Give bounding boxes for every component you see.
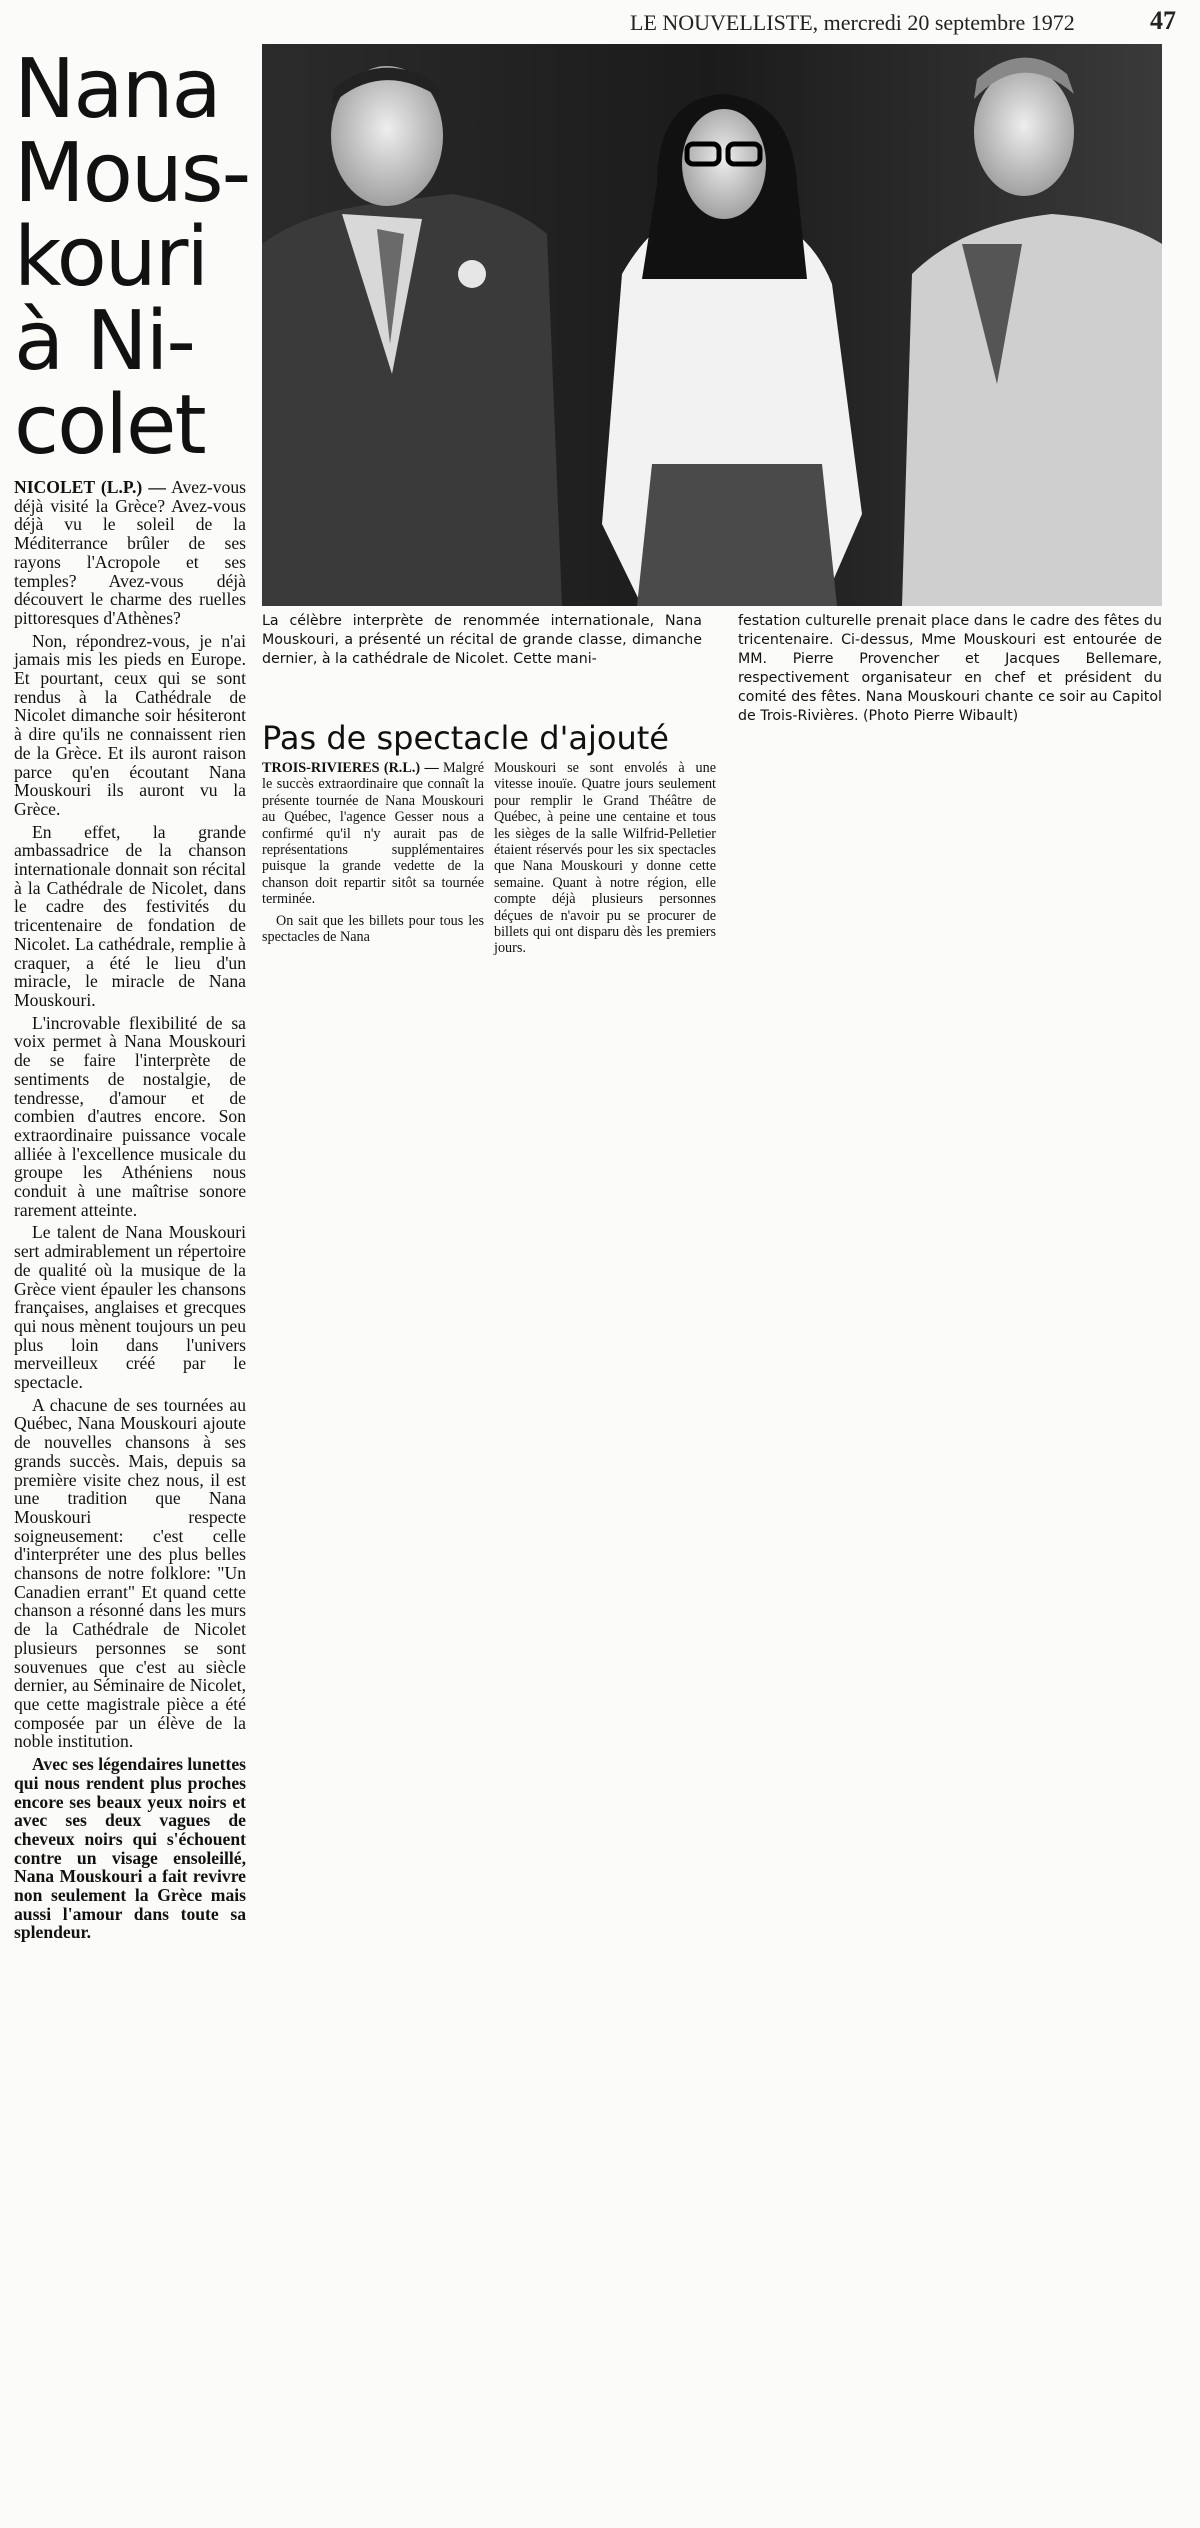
article-paragraph: TROIS-RIVIERES (R.L.) — Malgré le succès extraordinaire que connaît la présente tournée de Nana Mouskouri au Québec, l'agence Gesser nous a confirmé qu'il n'y aurait pas de représentations supplémentaires puisque la grande vedette de la chanson doit repartir sitôt sa tournée terminée. — [262, 760, 485, 908]
article-paragraph: L'incrovable flexibilité de sa voix permet à Nana Mouskouri de se faire l'interprète de sentiments de nostalgie, de tendresse, d'amour et de combien d'autres encore. Son extraordinaire puissance vocale alliée à l'excellence musicale du groupe les Athéniens nous conduit à une maîtrise sonore rarement atteinte. — [14, 1012, 246, 1220]
halftone-photo-icon — [262, 44, 1162, 606]
photo-illustration — [262, 44, 1162, 606]
article-paragraph: Mouskouri se sont envolés à une vitesse inouïe. Quatre jours seulement pour remplir le Grand Théâtre de Québec, à peine une centaine et tous les sièges de la salle Wilfrid-Pelletier étaient réservés pour les six spectacles que Nana Mouskouri y donne cette semaine. Quant à notre région, elle compte déjà plusieurs personnes déçues de n'avoir pu se procurer de billets qui ont disparu dès les premiers jours. — [494, 760, 716, 957]
second-headline: Pas de spectacle d'ajouté — [262, 719, 669, 757]
article-paragraph: Non, répondrez-vous, je n'ai jamais mis les pieds en Europe. Et pourtant, ceux qui se sont rendus à la Cathédrale de Nicolet dimanche soir hésiteront à dire qu'ils ne connaissent rien de la Grèce. Et ils auront raison parce qu'en écoutant Nana Mouskouri ils auront vu la Grèce. — [14, 630, 246, 819]
article-paragraph: Le talent de Nana Mouskouri sert admirablement un répertoire de qualité où la musique de la Grèce vient épauler les chansons françaises, anglaises et grecques qui nous mènent toujours un peu plus loin dans l'univers merveilleux créé par le spectacle. — [14, 1222, 246, 1393]
article-paragraph: On sait que les billets pour tous les spectacles de Nana — [262, 912, 484, 946]
headline-line: Nana — [14, 42, 220, 137]
photo-caption-part1: La célèbre interprète de renommée internationale, Nana Mouskouri, a présenté un récital de grande classe, dimanche dernier, à la cathédrale de Nicolet. Cette mani- — [262, 613, 702, 667]
second-article-col2 — [494, 760, 716, 962]
main-article-body — [14, 478, 246, 1946]
article-paragraph: NICOLET (L.P.) — Avez-vous déjà visité la Grèce? Avez-vous déjà vu le soleil de la Méditerrance brûler de ses rayons l'Acropole et ses temples? Avez-vous déjà découvert le charme des ruelles pittoresques d'Athènes? — [14, 477, 246, 628]
article-paragraph: A chacune de ses tournées au Québec, Nana Mouskouri ajoute de nouvelles chansons à ses grands succès. Mais, depuis sa première visite chez nous, il est une tradition que Nana Mouskouri respecte soigneusement: c'est celle d'interpréter une des plus belles chansons de notre folklore: "Un Canadien errant" Et quand cette chanson a résonné dans les murs de la Cathédrale de Nicolet plusieurs personnes se sont souvenues que c'est au siècle dernier, au Séminaire de Nicolet, que cette magistrale pièce a été composée par un élève de la noble institution. — [14, 1394, 246, 1752]
headline-line: à Ni- — [14, 294, 195, 389]
dateline: TROIS-RIVIERES (R.L.) — — [262, 760, 439, 776]
dateline: NICOLET (L.P.) — — [14, 477, 166, 497]
article-paragraph: En effet, la grande ambassadrice de la chanson internationale donnait son récital à la Cathédrale de Nicolet, dans le cadre des festivités du tricentenaire de fondation de Nicolet. La cathédrale, remplie à craquer, a été le lieu d'un miracle, le miracle de Nana Mouskouri. — [14, 821, 246, 1010]
second-article-col1 — [262, 760, 484, 950]
article-paragraph: Avec ses légendaires lunettes qui nous rendent plus proches encore ses beaux yeux noirs et avec ses deux vagues de cheveux noirs qui s'échouent contre un visage ensoleillé, Nana Mouskouri a fait revivre non seulement la Grèce mais aussi l'amour dans toute sa splendeur. — [14, 1754, 246, 1943]
masthead — [630, 6, 1190, 40]
headline-line: Mous- — [14, 126, 250, 221]
headline-line: kouri — [14, 210, 208, 305]
main-headline — [14, 42, 259, 473]
page-number: 47 — [1150, 6, 1176, 35]
headline-line: colet — [14, 378, 205, 473]
masthead-paper-date: LE NOUVELLISTE, mercredi 20 septembre 1972 — [630, 10, 1075, 35]
photo-caption-part2: festation culturelle prenait place dans le cadre des fêtes du tricentenaire. Ci-dessus, Mme Mouskouri est entourée de MM. Pierre Provencher et Jacques Bellemare, respectivement organisateur en chef et président du comité des fêtes. Nana Mouskouri chante ce soir au Capitol de Trois-Rivières. (Photo Pierre Wibault) — [738, 613, 1162, 724]
